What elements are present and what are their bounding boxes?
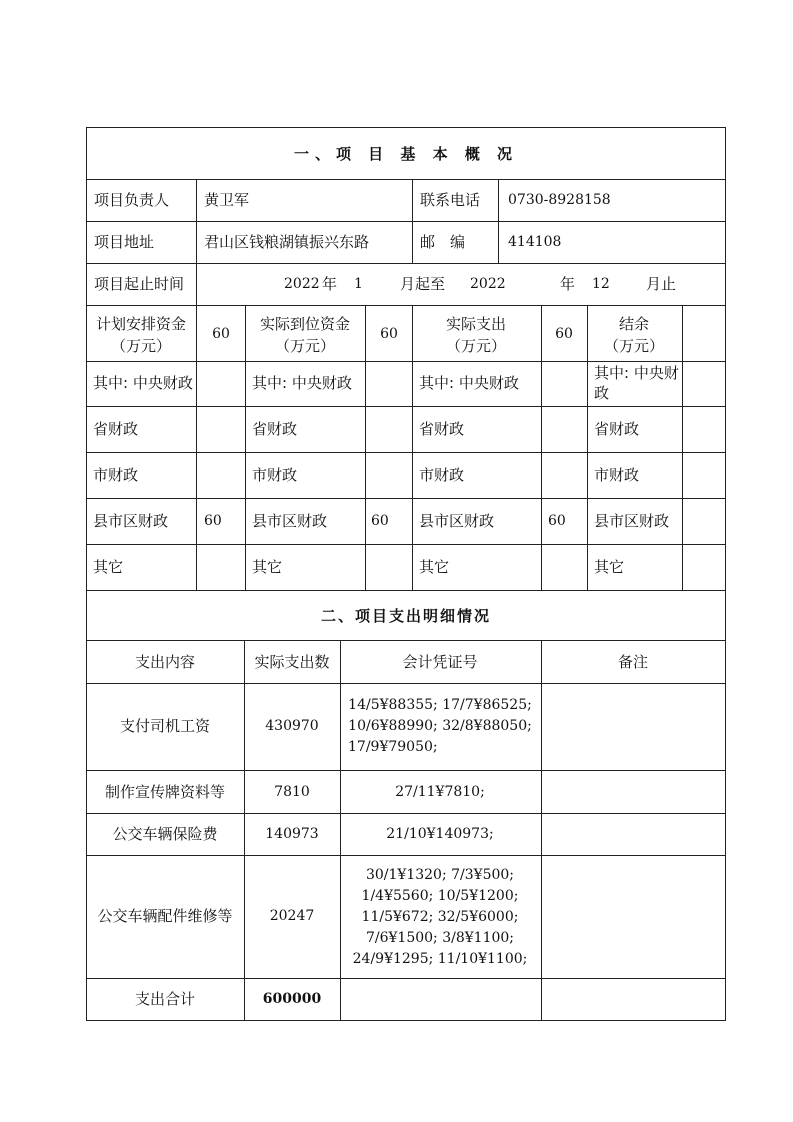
address-value: 君山区钱粮湖镇振兴东路 [204,233,370,251]
other-finance-label: 其它 [419,558,450,576]
col-divider [587,305,588,590]
col-divider [196,305,197,590]
expense-content: 公交车辆配件维修等 [97,907,233,925]
row-divider [86,770,726,771]
central-finance-label: 其中: 中央财政 [93,374,193,392]
period-start-month: 1 [354,276,363,292]
column-header-voucher: 会计凭证号 [402,653,478,671]
funds-unit-label: （万元） [445,337,507,355]
voucher-line: 21/10¥140973; [386,826,494,842]
postcode-label: 邮 编 [420,233,466,251]
expense-amount: 7810 [274,784,310,800]
period-year-unit-2: 年 [560,275,576,293]
row-divider [86,406,726,407]
phone-label: 联系电话 [420,191,481,209]
province-finance-label: 省财政 [594,420,640,438]
voucher-line: 24/9¥1295; 11/10¥1100; [352,951,528,967]
phone-value: 0730-8928158 [508,192,611,208]
row-divider [86,263,726,264]
voucher-line: 11/5¥672; 32/5¥6000; [361,909,519,925]
voucher-line: 1/4¥5560; 10/5¥1200; [361,888,519,904]
central-finance-label: 其中: 中央财 [594,364,679,382]
col-divider [498,179,499,263]
period-start-year: 2022 [284,276,320,292]
col-divider [541,305,542,590]
row-divider [86,590,726,591]
voucher-line: 14/5¥88355; 17/7¥86525; [348,697,532,713]
row-divider [86,855,726,856]
expense-amount: 20247 [269,908,315,924]
expense-amount: 430970 [265,718,319,734]
expense-amount: 140973 [265,826,319,842]
county-finance-value: 60 [548,513,566,529]
voucher-line: 30/1¥1320; 7/3¥500; [365,867,515,883]
central-finance-label-wrap: 政 [594,384,610,402]
col-divider [196,179,197,305]
row-divider [86,544,726,545]
column-header-content: 支出内容 [134,653,196,671]
voucher-line: 27/11¥7810; [395,784,485,800]
funds-balance-label: 结余 [618,315,650,333]
row-divider [86,221,726,222]
row-divider [86,305,726,306]
expense-content: 制作宣传牌资料等 [104,783,226,801]
county-finance-label: 县市区财政 [252,512,328,530]
period-label: 项目起止时间 [94,275,185,293]
expense-content: 公交车辆保险费 [112,825,218,843]
col-divider [541,640,542,1021]
expense-content: 支付司机工资 [119,717,211,735]
county-finance-label: 县市区财政 [93,512,169,530]
section-title-expense-detail: 二、项目支出明细情况 [320,607,492,625]
funds-spent-value: 60 [555,326,573,342]
row-divider [86,813,726,814]
row-divider [86,978,726,979]
col-divider [245,305,246,590]
period-start-suffix: 月起至 [400,275,446,293]
voucher-line: 10/6¥88990; 32/8¥88050; [348,718,532,734]
col-divider [682,305,683,590]
total-label: 支出合计 [134,990,196,1008]
total-value: 600000 [262,991,322,1007]
funds-unit-label: （万元） [110,337,172,355]
funds-unit-label: （万元） [274,337,336,355]
voucher-line: 17/9¥79050; [348,739,438,755]
period-end-year: 2022 [470,276,506,292]
city-finance-label: 市财政 [419,466,465,484]
funds-spent-label: 实际支出 [445,315,507,333]
other-finance-label: 其它 [93,558,124,576]
other-finance-label: 其它 [594,558,625,576]
leader-label: 项目负责人 [94,191,170,209]
section-title-basic-info: 一、项 目 基 本 概 况 [293,145,519,163]
row-divider [86,498,726,499]
other-finance-label: 其它 [252,558,283,576]
funds-unit-label: （万元） [603,337,665,355]
period-year-unit: 年 [322,275,338,293]
address-label: 项目地址 [94,233,155,251]
voucher-line: 7/6¥1500; 3/8¥1100; [365,930,515,946]
row-divider [86,452,726,453]
column-header-amount: 实际支出数 [254,653,330,671]
city-finance-label: 市财政 [252,466,298,484]
col-divider [412,179,413,263]
county-finance-label: 县市区财政 [419,512,495,530]
funds-planned-value: 60 [212,326,230,342]
city-finance-label: 市财政 [93,466,139,484]
col-divider [340,640,341,1021]
period-end-suffix: 月止 [646,275,677,293]
col-divider [244,640,245,1021]
col-divider [412,305,413,590]
funds-planned-label: 计划安排资金 [95,315,187,333]
central-finance-label: 其中: 中央财政 [252,374,352,392]
funds-received-value: 60 [380,326,398,342]
province-finance-label: 省财政 [252,420,298,438]
col-divider [365,305,366,590]
period-end-month: 12 [592,276,610,292]
county-finance-value: 60 [204,513,222,529]
county-finance-value: 60 [371,513,389,529]
city-finance-label: 市财政 [594,466,640,484]
province-finance-label: 省财政 [93,420,139,438]
central-finance-label: 其中: 中央财政 [419,374,519,392]
leader-value: 黄卫军 [204,191,250,209]
column-header-note: 备注 [617,653,649,671]
row-divider [86,683,726,684]
province-finance-label: 省财政 [419,420,465,438]
row-divider [86,640,726,641]
funds-received-label: 实际到位资金 [259,315,351,333]
county-finance-label: 县市区财政 [594,512,670,530]
postcode-value: 414108 [508,234,562,250]
row-divider [86,179,726,180]
row-divider [86,361,726,362]
